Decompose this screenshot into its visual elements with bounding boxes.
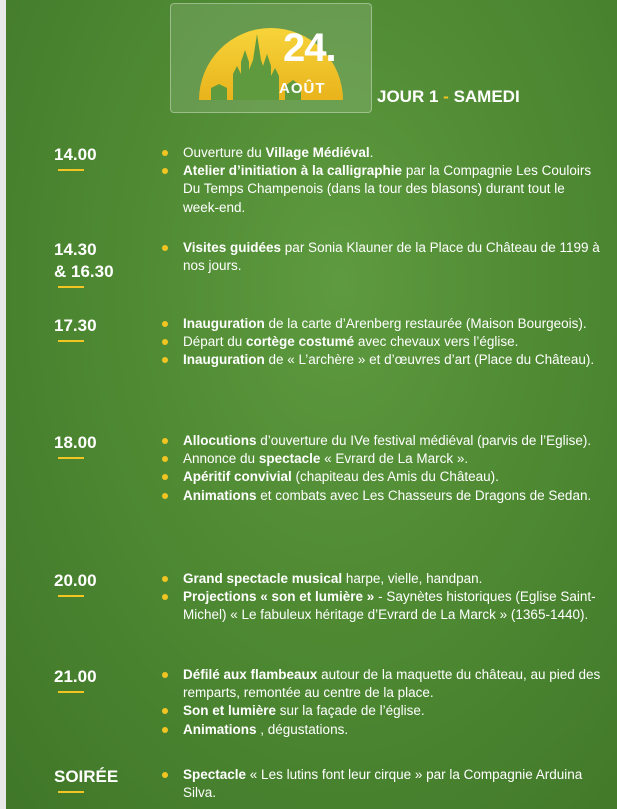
- event-text: avec chevaux vers l’église.: [354, 334, 519, 350]
- event-list: [162, 432, 602, 505]
- event-highlight: Projections « son et lumière »: [183, 589, 375, 605]
- logo-day: 24.: [283, 26, 336, 70]
- event-text: « Evrard de La Marck ».: [320, 451, 469, 467]
- time-label: [54, 144, 97, 166]
- logo-month: AOÛT: [279, 80, 326, 97]
- time-underline: [58, 691, 84, 693]
- bullet-icon: [162, 772, 168, 778]
- event-item: [162, 351, 602, 369]
- event-text: et combats avec Les Chasseurs de Dragons de Sedan.: [256, 487, 592, 503]
- event-highlight: Inauguration: [183, 352, 265, 368]
- event-highlight: Son et lumière: [183, 703, 277, 719]
- event-item: [162, 487, 602, 505]
- event-text: Ouverture du: [183, 145, 266, 160]
- bullet-icon: [162, 474, 168, 480]
- event-highlight: spectacle: [258, 451, 321, 467]
- time-underline: [58, 340, 84, 342]
- event-highlight: cortège costumé: [246, 334, 355, 350]
- day-title: [377, 87, 520, 107]
- bullet-icon: [162, 493, 168, 499]
- bullet-icon: [162, 456, 168, 462]
- time-line: 17.30: [54, 316, 97, 335]
- bullet-icon: [162, 438, 168, 444]
- event-text: de « L’archère » et d’œuvres d’art (Place du Château).: [264, 352, 595, 368]
- time-line: 14.30: [54, 240, 97, 259]
- event-text: Annonce du: [183, 451, 259, 467]
- event-highlight: Grand spectacle musical: [183, 571, 343, 586]
- event-text: « Les lutins font leur cirque » par la Compagnie Arduina Silva.: [183, 767, 583, 801]
- time-label: [54, 239, 114, 283]
- time-line: SOIRÉE: [54, 767, 119, 786]
- event-highlight: Animations: [183, 721, 257, 737]
- event-text: .: [369, 145, 374, 160]
- event-list: [162, 144, 602, 217]
- event-text: sur la façade de l’église.: [276, 703, 425, 719]
- event-item: [162, 468, 602, 486]
- castle-sun-icon: [171, 4, 371, 112]
- event-text: autour de la maquette du château, au pied des remparts, remontée au centre de la place.: [183, 667, 601, 701]
- time-line: 20.00: [54, 571, 97, 590]
- event-highlight: Spectacle: [183, 767, 247, 782]
- event-item: [162, 162, 602, 217]
- event-highlight: Village Médiéval: [265, 145, 370, 160]
- event-item: [162, 766, 602, 802]
- event-highlight: Atelier d’initiation à la calligraphie: [183, 163, 403, 179]
- bullet-icon: [162, 708, 168, 714]
- time-line: & 16.30: [54, 262, 114, 281]
- event-logo: [170, 3, 372, 113]
- bullet-icon: [162, 594, 168, 600]
- bullet-icon: [162, 357, 168, 363]
- event-list: [162, 239, 602, 275]
- event-list: [162, 666, 602, 739]
- event-item: [162, 239, 602, 275]
- bullet-icon: [162, 150, 168, 156]
- event-text: d’ouverture du IVe festival médiéval (parvis de l’Eglise).: [256, 433, 592, 448]
- time-underline: [58, 791, 84, 793]
- event-text: , dégustations.: [256, 721, 349, 737]
- time-line: 21.00: [54, 667, 97, 686]
- weekday-label: SAMEDI: [453, 87, 520, 106]
- bullet-icon: [162, 576, 168, 582]
- event-highlight: Inauguration: [183, 316, 265, 331]
- event-text: par Sonia Klauner de la Place du Château de 1199 à nos jours.: [183, 240, 600, 274]
- event-highlight: Allocutions: [183, 433, 257, 448]
- day-label: JOUR 1: [377, 87, 439, 106]
- title-separator: -: [443, 87, 449, 106]
- page-edge: [0, 0, 6, 809]
- time-label: [54, 432, 97, 454]
- event-highlight: Visites guidées: [183, 240, 282, 255]
- bullet-icon: [162, 321, 168, 327]
- time-underline: [58, 286, 84, 288]
- time-line: 18.00: [54, 433, 97, 452]
- event-text: (chapiteau des Amis du Château).: [291, 469, 499, 485]
- event-list: [162, 315, 602, 370]
- time-line: 14.00: [54, 145, 97, 164]
- event-item: [162, 666, 602, 702]
- event-highlight: Défilé aux flambeaux: [183, 667, 318, 682]
- event-item: [162, 450, 602, 468]
- event-item: [162, 432, 602, 450]
- event-text: de la carte d’Arenberg restaurée (Maison Bourgeois).: [264, 316, 587, 331]
- time-label: [54, 766, 118, 788]
- event-item: [162, 702, 602, 720]
- event-highlight: Apéritif convivial: [183, 469, 292, 485]
- time-label: [54, 570, 97, 592]
- bullet-icon: [162, 168, 168, 174]
- event-item: [162, 144, 602, 162]
- event-item: [162, 570, 602, 588]
- event-item: [162, 333, 602, 351]
- event-list: [162, 766, 602, 802]
- event-text: Départ du: [183, 334, 247, 350]
- time-underline: [58, 457, 84, 459]
- time-underline: [58, 169, 84, 171]
- bullet-icon: [162, 727, 168, 733]
- event-text: - Saynètes historiques (Eglise Saint-Michel) « Le fabuleux héritage d’Evrard de La Marck » (1365-1440).: [183, 589, 596, 623]
- event-list: [162, 570, 602, 625]
- bullet-icon: [162, 245, 168, 251]
- event-highlight: Animations: [183, 487, 257, 503]
- event-item: [162, 588, 602, 624]
- event-item: [162, 315, 602, 333]
- event-text: par la Compagnie Les Couloirs Du Temps Champenois (dans la tour des blasons) durant tout le week-end.: [183, 163, 592, 215]
- time-label: [54, 315, 97, 337]
- event-item: [162, 721, 602, 739]
- bullet-icon: [162, 339, 168, 345]
- bullet-icon: [162, 672, 168, 678]
- time-label: [54, 666, 97, 688]
- time-underline: [58, 595, 84, 597]
- event-text: harpe, vielle, handpan.: [342, 571, 483, 586]
